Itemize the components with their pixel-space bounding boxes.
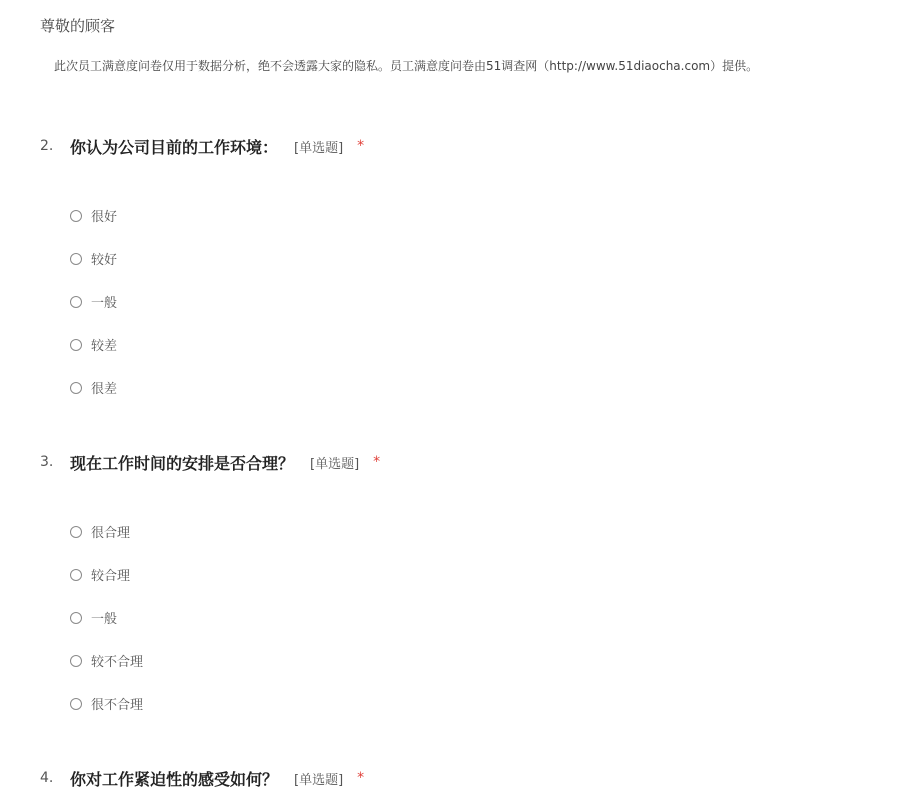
question-header	[40, 450, 880, 474]
radio-button[interactable]	[70, 339, 82, 351]
option-label: 较合理	[91, 569, 131, 584]
option-reasonable[interactable]	[70, 553, 143, 596]
question-number: 4.	[40, 770, 54, 786]
option-label: 较差	[91, 339, 118, 354]
radio-button[interactable]	[70, 210, 82, 222]
question-title: 现在工作时间的安排是否合理？	[70, 453, 295, 473]
question-type-label: [单选题]	[294, 140, 344, 156]
option-average[interactable]	[70, 280, 117, 323]
radio-button[interactable]	[70, 569, 82, 581]
option-very-good[interactable]	[70, 194, 117, 237]
survey-intro: 此次员工满意度问卷仅用于数据分析，绝不会透露大家的隐私。员工满意度问卷由51调查网（http://www.51diaocha.com）提供。	[54, 59, 759, 73]
option-poor[interactable]	[70, 323, 117, 366]
radio-button[interactable]	[70, 253, 82, 265]
required-marker: *	[357, 770, 365, 786]
question-number: 2.	[40, 138, 54, 154]
option-label: 很不合理	[91, 698, 144, 713]
question-4	[40, 766, 880, 790]
question-type-label: [单选题]	[310, 456, 360, 472]
option-very-reasonable[interactable]	[70, 510, 143, 553]
question-3	[40, 450, 880, 713]
radio-button[interactable]	[70, 655, 82, 667]
option-label: 较好	[91, 253, 118, 268]
option-label: 很好	[91, 210, 118, 225]
option-label: 很差	[91, 382, 118, 397]
greeting-text: 尊敬的顾客	[40, 17, 116, 35]
option-label: 一般	[91, 296, 118, 311]
radio-button[interactable]	[70, 296, 82, 308]
option-good[interactable]	[70, 237, 117, 280]
option-label: 一般	[91, 612, 118, 627]
question-header	[40, 766, 880, 790]
question-header	[40, 134, 880, 158]
required-marker: *	[357, 138, 365, 154]
radio-button[interactable]	[70, 612, 82, 624]
option-somewhat-unreasonable[interactable]	[70, 639, 143, 682]
option-average[interactable]	[70, 596, 143, 639]
option-very-poor[interactable]	[70, 366, 117, 409]
question-type-label: [单选题]	[294, 772, 344, 788]
question-title: 你对工作紧迫性的感受如何？	[70, 769, 279, 789]
option-label: 较不合理	[91, 655, 144, 670]
question-title: 你认为公司目前的工作环境：	[70, 137, 279, 157]
question-2	[40, 134, 880, 397]
required-marker: *	[373, 454, 381, 470]
option-list	[70, 510, 143, 725]
option-label: 很合理	[91, 526, 131, 541]
question-number: 3.	[40, 454, 54, 470]
option-list	[70, 194, 117, 409]
option-very-unreasonable[interactable]	[70, 682, 143, 725]
radio-button[interactable]	[70, 382, 82, 394]
radio-button[interactable]	[70, 526, 82, 538]
radio-button[interactable]	[70, 698, 82, 710]
